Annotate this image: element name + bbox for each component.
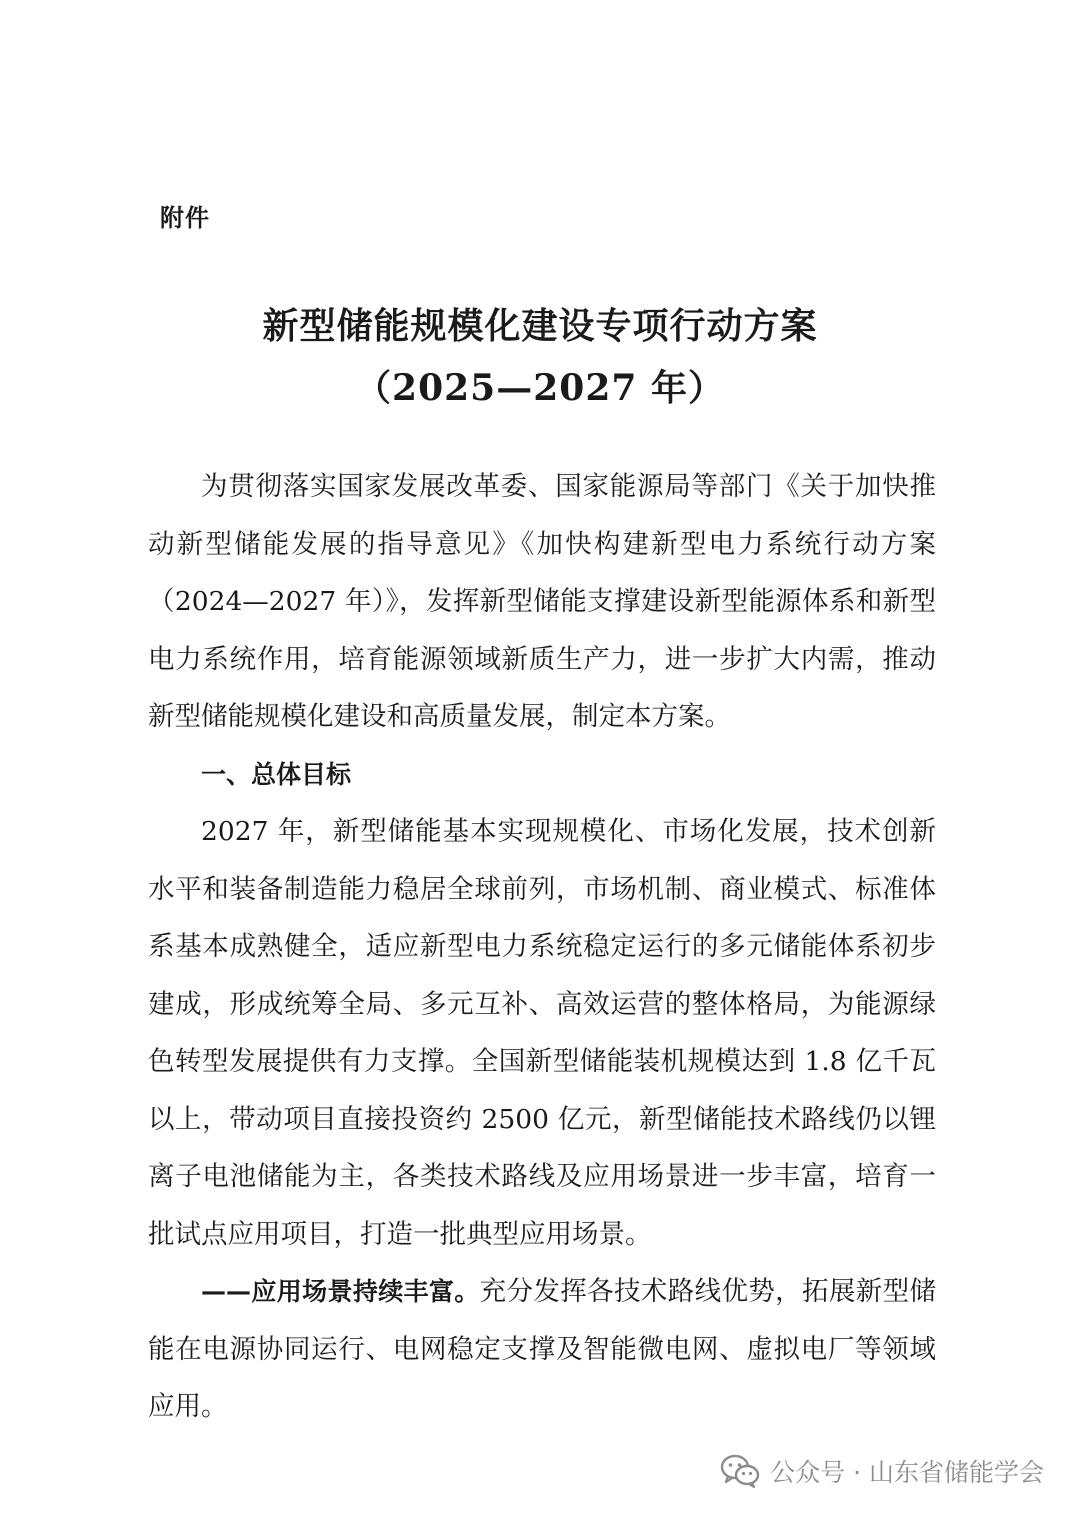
watermark-text: 公众号 · 山东省储能学会 bbox=[770, 1458, 1044, 1487]
watermark bbox=[720, 1451, 1044, 1491]
bullet-text: 充分发挥各技术路线优势，拓展新型储能在电源协同运行、电网稳定支撑及智能微电网、虚拟电厂等领域应用。 bbox=[148, 1276, 936, 1422]
goals-paragraph: 2027 年，新型储能基本实现规模化、市场化发展，技术创新水平和装备制造能力稳居全球前列，市场机制、商业模式、标准体系基本成熟健全，适应新型电力系统稳定运行的多元储能体系初步建成，形成统筹全局、多元互补、高效运营的整体格局，为能源绿色转型发展提供有力支撑。全国新型储能装机规模达到 1.8 亿千瓦以上，带动项目直接投资约 2500 亿元，新型储能技术路线仍以锂离子电池储能为主，各类技术路线及应用场景进一步丰富，培育一批试点应用项目，打造一批典型应用场景。 bbox=[148, 816, 936, 1250]
attachment-label: 附件 bbox=[160, 204, 210, 232]
bullet-lead: ——应用场景持续丰富。 bbox=[201, 1277, 480, 1306]
bullet-paragraph bbox=[148, 1263, 936, 1436]
document-subtitle: （2025—2027 年） bbox=[355, 367, 725, 409]
wechat-icon bbox=[720, 1454, 760, 1488]
section-heading: 一、总体目标 bbox=[201, 759, 352, 789]
intro-paragraph: 为贯彻落实国家发展改革委、国家能源局等部门《关于加快推动新型储能发展的指导意见》《加快构建新型电力系统行动方案（2024—2027 年）》，发挥新型储能支撑建设新型能源体系和新型电力系统作用，培育能源领域新质生产力，进一步扩大内需，推动新型储能规模化建设和高质量发展，制定本方案。 bbox=[148, 471, 936, 732]
document-title: 新型储能规模化建设专项行动方案 bbox=[262, 305, 818, 347]
document-body bbox=[148, 458, 936, 1436]
